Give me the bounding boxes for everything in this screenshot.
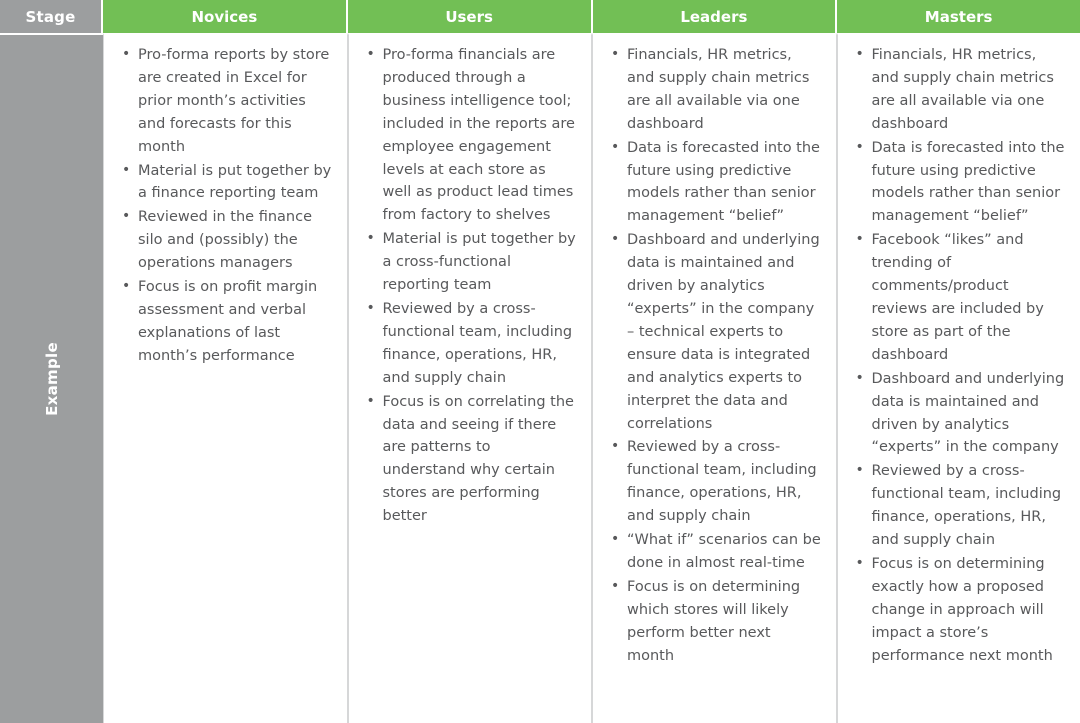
bullet-list-leaders	[609, 44, 822, 667]
column-header-leaders	[593, 0, 838, 33]
list-item: • Pro-forma reports by store are created in Excel for prior month’s activities and forecasts for this month	[120, 44, 333, 159]
list-item: • Dashboard and underlying data is maintained and driven by analytics “experts” in the company	[854, 368, 1067, 460]
list-item: • Reviewed by a cross-functional team, including finance, operations, HR, and supply chain	[609, 436, 822, 528]
list-item: • Focus is on profit margin assessment and verbal explanations of last month’s performance	[120, 276, 333, 368]
bullet-list-users	[365, 44, 578, 528]
cell-users	[348, 33, 593, 723]
list-item: • Focus is on correlating the data and seeing if there are patterns to understand why certain stores are performing better	[365, 391, 578, 528]
list-item: • Financials, HR metrics, and supply chain metrics are all available via one dashboard	[854, 44, 1067, 136]
column-header-users	[348, 0, 593, 33]
list-item: • Material is put together by a finance reporting team	[120, 160, 333, 206]
list-item: • Focus is on determining which stores will likely perform better next month	[609, 576, 822, 668]
list-item: • Financials, HR metrics, and supply chain metrics are all available via one dashboard	[609, 44, 822, 136]
column-header-novices	[103, 0, 348, 33]
table-row	[0, 33, 1080, 723]
list-item: • Facebook “likes” and trending of comments/product reviews are included by store as part of the dashboard	[854, 229, 1067, 366]
list-item: • Dashboard and underlying data is maintained and driven by analytics “experts” in the company – technical experts to ensure data is integrated and analytics experts to interpret the data and correlations	[609, 229, 822, 435]
bullet-list-novices	[120, 44, 333, 368]
cell-leaders	[592, 33, 837, 723]
list-item: • Reviewed by a cross-functional team, including finance, operations, HR, and supply chain	[854, 460, 1067, 552]
table-header-row	[0, 0, 1080, 33]
list-item: • “What if” scenarios can be done in almost real-time	[609, 529, 822, 575]
column-header-stage	[0, 0, 103, 33]
list-item: • Material is put together by a cross-functional reporting team	[365, 228, 578, 297]
list-item: • Reviewed by a cross-functional team, including finance, operations, HR, and supply chain	[365, 298, 578, 390]
list-item: • Reviewed in the finance silo and (possibly) the operations managers	[120, 206, 333, 275]
row-header-example	[0, 33, 103, 723]
cell-masters	[837, 33, 1080, 723]
list-item: • Data is forecasted into the future using predictive models rather than senior management “belief”	[609, 137, 822, 229]
column-header-stage-label: Stage	[25, 7, 76, 26]
list-item: • Pro-forma financials are produced through a business intelligence tool; included in the reports are employee engagement levels at each store as well as product lead times from factory to shelves	[365, 44, 578, 227]
row-header-example-label: Example	[42, 342, 61, 416]
list-item: • Data is forecasted into the future using predictive models rather than senior management “belief”	[854, 137, 1067, 229]
cell-novices	[103, 33, 348, 723]
column-header-masters	[837, 0, 1080, 33]
column-header-masters-label: Masters	[924, 7, 993, 26]
column-header-novices-label: Novices	[191, 7, 258, 26]
column-header-users-label: Users	[445, 7, 493, 26]
bullet-list-masters	[854, 44, 1067, 667]
list-item: • Focus is on determining exactly how a proposed change in approach will impact a store’s performance next month	[854, 553, 1067, 668]
column-header-leaders-label: Leaders	[680, 7, 748, 26]
